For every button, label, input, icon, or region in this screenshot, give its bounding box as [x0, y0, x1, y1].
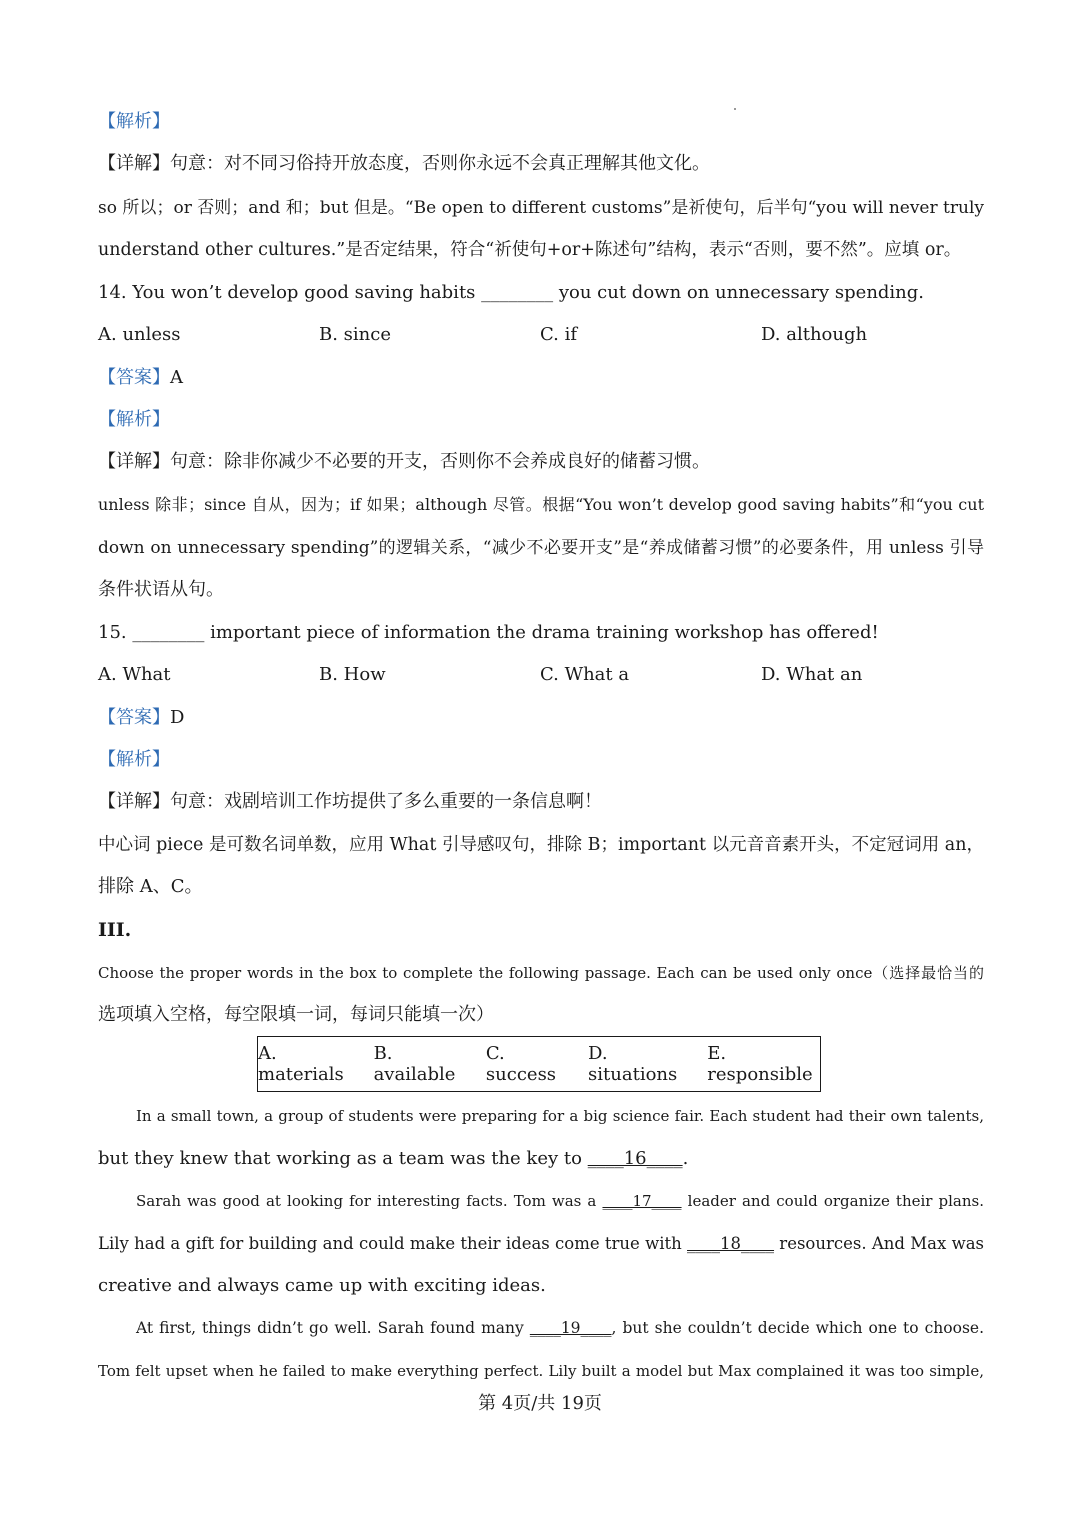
detail-tag: 【详解】 — [98, 153, 170, 174]
answer-tag: 【答案】 — [98, 367, 170, 388]
passage-p3-line-1 — [136, 1316, 984, 1340]
q15-detail — [98, 790, 984, 814]
section-heading: III. — [98, 919, 132, 941]
analysis-tag: 【解析】 — [98, 409, 170, 430]
q14-option-c: C. if — [540, 324, 577, 345]
q15-explanation-line-1: 中心词 piece 是可数名词单数，应用 What 引导感叹句，排除 B；important 以元音音素开头，不定冠词用 an， — [98, 835, 984, 855]
q13-explanation-line-1: so 所以；or 否则；and 和；but 但是。“Be open to different customs”是祈使句，后半句“you will never truly — [98, 198, 984, 218]
blank-18: ____18____ — [687, 1234, 775, 1253]
q15-option-b: B. How — [319, 664, 386, 685]
passage-p3-line-2: Tom felt upset when he failed to make everything perfect. Lily built a model but Max complained it was too simple, — [98, 1362, 984, 1380]
blank-17: ____17____ — [602, 1192, 682, 1210]
passage-text: but they knew that working as a team was the key to — [98, 1148, 588, 1169]
word-box — [257, 1036, 821, 1092]
q14-option-d: D. although — [761, 324, 868, 345]
q15-answer — [98, 706, 984, 730]
blank-19: ____19____ — [529, 1319, 612, 1337]
detail-text: 句意：戏剧培训工作坊提供了多么重要的一条信息啊！ — [170, 791, 602, 812]
passage-text: Lily had a gift for building and could make their ideas come true with — [98, 1234, 688, 1253]
passage-text: , but she couldn’t decide which one to choose. — [611, 1319, 985, 1337]
q14-explanation-line-1: unless 除非；since 自从，因为；if 如果；although 尽管。根据“You won’t develop good saving habits”和“you cut — [98, 495, 984, 514]
q15-option-c: C. What a — [540, 664, 630, 685]
q14-detail — [98, 450, 984, 474]
word-box-item: D. situations — [588, 1043, 678, 1085]
q15-stem: 15. ________ important piece of information the drama training workshop has offered! — [98, 622, 879, 643]
passage-text: . — [682, 1148, 689, 1169]
q14-explanation-line-2: down on unnecessary spending”的逻辑关系，“减少不必要开支”是“养成储蓄习惯”的必要条件，用 unless 引导 — [98, 538, 984, 558]
passage-p2-line-3: creative and always came up with exciting ideas. — [98, 1275, 546, 1296]
q14-explanation-line-3: 条件状语从句。 — [98, 579, 224, 600]
passage-p1-line-1: In a small town, a group of students were preparing for a big science fair. Each student had their own talents, — [136, 1107, 984, 1125]
q14-answer — [98, 366, 984, 390]
q13-analysis-label — [98, 110, 984, 134]
answer-value: A — [170, 367, 183, 388]
analysis-tag: 【解析】 — [98, 111, 170, 132]
q14-stem: 14. You won’t develop good saving habits ________ you cut down on unnecessary spending. — [98, 282, 925, 303]
q15-analysis-label — [98, 748, 984, 772]
q13-detail — [98, 152, 984, 176]
q14-option-a: A. unless — [98, 324, 181, 345]
detail-tag: 【详解】 — [98, 451, 170, 472]
blank-16: ____16____ — [587, 1148, 683, 1169]
section-instruction-line-2: 选项填入空格，每空限填一词，每词只能填一次） — [98, 1004, 494, 1025]
detail-tag: 【详解】 — [98, 791, 170, 812]
q15-options — [98, 663, 984, 687]
detail-text: 句意：对不同习俗持开放态度，否则你永远不会真正理解其他文化。 — [170, 153, 710, 174]
passage-text: leader and could organize their plans. — [681, 1192, 984, 1210]
passage-text: Sarah was good at looking for interesting facts. Tom was a — [136, 1192, 603, 1210]
q15-option-d: D. What an — [761, 664, 863, 685]
answer-tag: 【答案】 — [98, 707, 170, 728]
q15-option-a: A. What — [98, 664, 171, 685]
passage-text: resources. And Max was — [774, 1234, 984, 1253]
q14-option-b: B. since — [319, 324, 391, 345]
section-instruction-line-1: Choose the proper words in the box to complete the following passage. Each can be used only once（选择最恰当的 — [98, 964, 984, 982]
passage-p1-line-2 — [98, 1147, 984, 1171]
passage-text: At first, things didn’t go well. Sarah found many — [136, 1319, 530, 1337]
answer-value: D — [170, 707, 185, 728]
word-box-item: B. available — [373, 1043, 456, 1085]
detail-text: 句意：除非你减少不必要的开支，否则你不会养成良好的储蓄习惯。 — [170, 451, 710, 472]
page-number: 第 4页/共 19页 — [478, 1393, 602, 1414]
q14-analysis-label — [98, 408, 984, 432]
word-box-item: A. materials — [258, 1043, 344, 1085]
analysis-tag: 【解析】 — [98, 749, 170, 770]
q14-options — [98, 323, 984, 347]
q15-explanation-line-2: 排除 A、C。 — [98, 876, 203, 897]
passage-p2-line-1 — [136, 1189, 984, 1213]
word-box-item: C. success — [485, 1043, 557, 1085]
passage-p2-line-2 — [98, 1232, 984, 1256]
q13-explanation-line-2: understand other cultures.”是否定结果，符合“祈使句+or+陈述句”结构，表示“否则，要不然”。应填 or。 — [98, 240, 962, 260]
word-box-item: E. responsible — [707, 1043, 813, 1085]
